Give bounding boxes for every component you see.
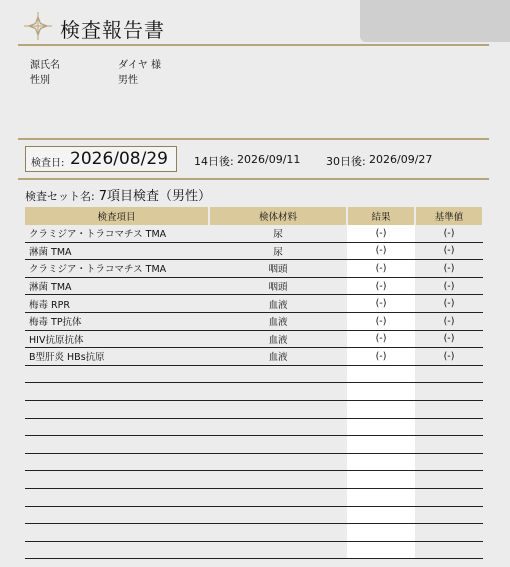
table-row <box>25 453 483 471</box>
reference-cell <box>415 383 483 401</box>
table-row <box>25 383 483 401</box>
specimen-cell: 血液 <box>209 348 347 366</box>
table-row <box>25 418 483 436</box>
test-item-cell: HIV抗原抗体 <box>25 330 209 348</box>
specimen-cell: 血液 <box>209 312 347 330</box>
exam-date-box <box>25 146 177 172</box>
day30-label: 30日後: <box>326 155 366 168</box>
table-row <box>25 295 483 313</box>
reference-cell <box>415 436 483 454</box>
table-row <box>25 524 483 542</box>
result-cell <box>347 400 415 418</box>
result-cell <box>347 488 415 506</box>
test-item-cell <box>25 471 209 489</box>
result-cell: (-) <box>347 348 415 366</box>
specimen-cell <box>209 524 347 542</box>
result-cell <box>347 541 415 559</box>
gender-label: 性別 <box>30 75 50 86</box>
result-cell: (-) <box>347 242 415 260</box>
result-cell <box>347 365 415 383</box>
test-item-cell: 淋菌 TMA <box>25 277 209 295</box>
date-divider <box>18 178 489 180</box>
test-set-label: 検査セット名: <box>25 190 95 203</box>
reference-cell <box>415 524 483 542</box>
reference-cell <box>415 488 483 506</box>
table-row <box>25 277 483 295</box>
reference-cell <box>415 506 483 524</box>
gender-value: 男性 <box>118 75 138 86</box>
specimen-cell <box>209 453 347 471</box>
result-cell: (-) <box>347 225 415 242</box>
reference-cell: (-) <box>415 277 483 295</box>
reference-cell <box>415 365 483 383</box>
day30-value: 2026/09/27 <box>369 153 433 166</box>
table-row <box>25 506 483 524</box>
reference-cell: (-) <box>415 242 483 260</box>
day14-label: 14日後: <box>194 155 234 168</box>
test-item-cell <box>25 418 209 436</box>
reference-cell: (-) <box>415 312 483 330</box>
result-cell <box>347 524 415 542</box>
specimen-cell <box>209 488 347 506</box>
table-row <box>25 260 483 278</box>
test-item-cell: クラミジア・トラコマチス TMA <box>25 225 209 242</box>
test-item-cell <box>25 365 209 383</box>
table-row <box>25 541 483 559</box>
header-divider <box>18 44 489 46</box>
test-item-cell: クラミジア・トラコマチス TMA <box>25 260 209 278</box>
reference-cell: (-) <box>415 225 483 242</box>
table-row <box>25 436 483 454</box>
result-cell <box>347 383 415 401</box>
table-row <box>25 471 483 489</box>
test-item-cell: B型肝炎 HBs抗原 <box>25 348 209 366</box>
test-set <box>25 185 211 204</box>
top-right-panel <box>360 0 510 42</box>
reference-cell <box>415 453 483 471</box>
specimen-cell: 咽頭 <box>209 260 347 278</box>
table-row <box>25 348 483 366</box>
result-cell: (-) <box>347 260 415 278</box>
reference-cell: (-) <box>415 330 483 348</box>
table-row <box>25 488 483 506</box>
test-item-cell <box>25 400 209 418</box>
test-item-cell: 梅毒 RPR <box>25 295 209 313</box>
result-cell: (-) <box>347 295 415 313</box>
result-cell <box>347 453 415 471</box>
info-divider <box>18 138 489 140</box>
result-cell: (-) <box>347 312 415 330</box>
result-cell: (-) <box>347 330 415 348</box>
exam-date-label: 検査日: <box>31 158 65 169</box>
test-item-cell <box>25 453 209 471</box>
specimen-cell <box>209 418 347 436</box>
reference-cell: (-) <box>415 348 483 366</box>
table-row <box>25 225 483 242</box>
test-item-cell: 梅毒 TP抗体 <box>25 312 209 330</box>
exam-date-value: 2026/08/29 <box>70 149 168 169</box>
table-row <box>25 400 483 418</box>
table-row <box>25 365 483 383</box>
table-row <box>25 242 483 260</box>
specimen-cell: 血液 <box>209 295 347 313</box>
specimen-cell <box>209 383 347 401</box>
result-cell <box>347 506 415 524</box>
col-header-item: 検査項目 <box>25 207 209 225</box>
reference-cell <box>415 400 483 418</box>
name-label: 源氏名 <box>30 60 60 71</box>
page-title: 検査報告書 <box>60 18 165 42</box>
reference-cell <box>415 418 483 436</box>
day14-value: 2026/09/11 <box>237 153 301 166</box>
sparkle-icon <box>24 12 52 40</box>
col-header-reference: 基準値 <box>415 207 483 225</box>
reference-cell <box>415 541 483 559</box>
name-value: ダイヤ 様 <box>118 60 161 71</box>
specimen-cell <box>209 400 347 418</box>
result-cell <box>347 436 415 454</box>
table-row <box>25 312 483 330</box>
specimen-cell: 咽頭 <box>209 277 347 295</box>
specimen-cell <box>209 436 347 454</box>
test-item-cell <box>25 436 209 454</box>
table-header <box>25 207 483 225</box>
reference-cell: (-) <box>415 260 483 278</box>
test-item-cell <box>25 506 209 524</box>
specimen-cell <box>209 471 347 489</box>
specimen-cell: 尿 <box>209 242 347 260</box>
specimen-cell: 血液 <box>209 330 347 348</box>
test-item-cell <box>25 383 209 401</box>
results-table <box>25 207 484 559</box>
reference-cell <box>415 471 483 489</box>
test-item-cell <box>25 524 209 542</box>
col-header-specimen: 検体材料 <box>209 207 347 225</box>
col-header-result: 結果 <box>347 207 415 225</box>
test-item-cell: 淋菌 TMA <box>25 242 209 260</box>
test-set-value: 7項目検査（男性） <box>98 189 211 204</box>
specimen-cell <box>209 541 347 559</box>
test-item-cell <box>25 541 209 559</box>
test-item-cell <box>25 488 209 506</box>
specimen-cell <box>209 365 347 383</box>
table-row <box>25 330 483 348</box>
result-cell <box>347 418 415 436</box>
reference-cell: (-) <box>415 295 483 313</box>
specimen-cell <box>209 506 347 524</box>
result-cell <box>347 471 415 489</box>
result-cell: (-) <box>347 277 415 295</box>
specimen-cell: 尿 <box>209 225 347 242</box>
